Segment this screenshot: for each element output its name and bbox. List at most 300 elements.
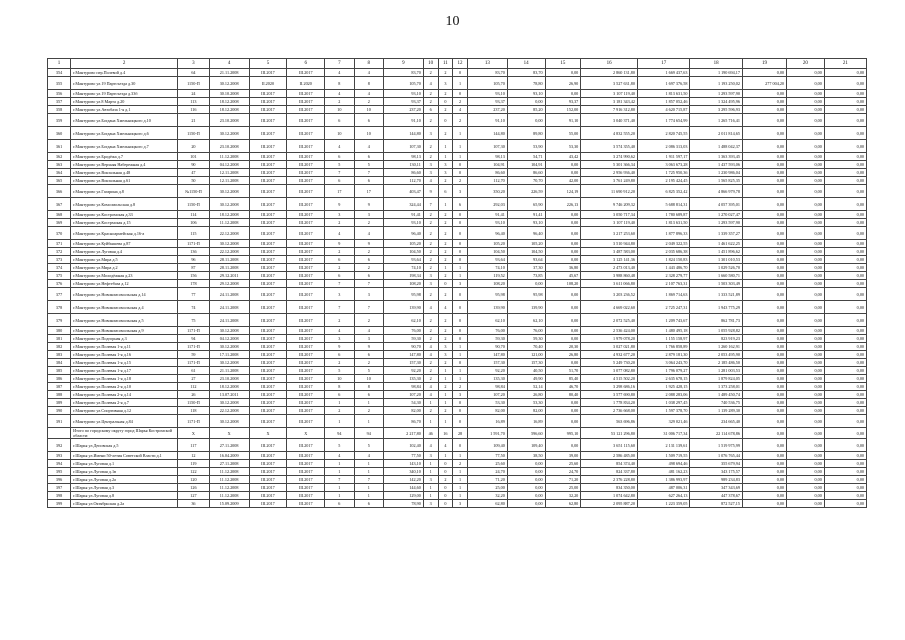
table-row <box>48 219 867 227</box>
table-cell: III.2017 <box>249 327 287 335</box>
table-cell: 5 <box>325 367 354 375</box>
table-cell: 28.11.2008 <box>209 264 249 272</box>
table-cell: 104,50 <box>383 248 423 256</box>
table-cell: 3 487 583,00 <box>581 248 638 256</box>
table-cell: 59,30 <box>383 335 423 343</box>
address-cell: г.Мантурово ул.Новокомсомольская д.5 <box>71 314 178 327</box>
table-cell: 3 027 021,80 <box>581 343 638 351</box>
table-cell: 0,00 <box>742 484 786 492</box>
table-cell: 139,90 <box>507 301 545 314</box>
table-cell: 740 536,75 <box>690 399 742 407</box>
table-cell: 356 <box>48 90 71 98</box>
table-cell: 107,20 <box>467 391 507 399</box>
header-cell: 10 <box>423 59 438 69</box>
table-cell: III.2017 <box>249 492 287 500</box>
address-cell: г.Мантурово ул.Центральная д.84 <box>71 415 178 428</box>
table-cell: 0,00 <box>545 314 581 327</box>
table-cell: 04.12.2008 <box>209 161 249 169</box>
table-cell: 83,70 <box>507 69 545 77</box>
table-cell: 0,00 <box>787 383 825 391</box>
table-cell: 1 <box>438 399 453 407</box>
table-cell: III.2017 <box>287 383 325 391</box>
table-cell: 347 343,69 <box>690 484 742 492</box>
table-cell: 2 <box>438 288 453 301</box>
table-cell: 862 781,73 <box>690 314 742 327</box>
table-cell: 22.12.2008 <box>209 407 249 415</box>
table-cell: III.2017 <box>287 153 325 161</box>
table-cell: 10 <box>354 375 383 383</box>
address-cell: г.Мантурово ул.19 Партсъезда д.30 <box>71 77 178 90</box>
table-cell: III.2017 <box>287 256 325 264</box>
table-cell: 3 <box>423 169 438 177</box>
table-cell: 53 121 296,80 <box>581 428 638 439</box>
table-row <box>48 327 867 335</box>
table-cell: 498 694,46 <box>637 460 689 468</box>
table-cell: 2 <box>438 476 453 484</box>
table-cell: 94 <box>178 335 209 343</box>
table-cell: 2 072 525,40 <box>581 314 638 327</box>
table-cell: 0,00 <box>824 127 866 140</box>
table-cell: 78,90 <box>383 500 423 508</box>
header-row <box>48 59 867 69</box>
address-cell: г.Мантурово ул.Гагарина д.8 <box>71 185 178 198</box>
table-cell: 21 <box>178 114 209 127</box>
address-cell: г.Мантурово ул.Новокомсомольская д.9 <box>71 327 178 335</box>
table-cell: 76,00 <box>467 327 507 335</box>
table-cell: 2 <box>354 248 383 256</box>
table-cell: 156 <box>178 272 209 280</box>
table-cell: 76,00 <box>383 327 423 335</box>
table-cell: 9 <box>325 198 354 211</box>
table-cell: III.2017 <box>287 399 325 407</box>
table-cell: 1 301 010,53 <box>690 256 742 264</box>
table-cell: 1 <box>423 460 438 468</box>
table-cell: 3 527 631,80 <box>581 77 638 90</box>
table-cell: 0,00 <box>742 211 786 219</box>
table-cell: 1 139 289,30 <box>690 407 742 415</box>
table-cell: 0,00 <box>824 161 866 169</box>
table-cell: 0 <box>438 492 453 500</box>
table-cell: III.2017 <box>287 240 325 248</box>
table-cell: 0,00 <box>742 476 786 484</box>
table-cell: 0,00 <box>787 211 825 219</box>
table-cell: 157,30 <box>507 359 545 367</box>
table-cell: 0,00 <box>507 280 545 288</box>
table-cell: 0 <box>453 211 468 219</box>
table-cell: 4 <box>354 140 383 153</box>
table-cell: 101 <box>178 153 209 161</box>
address-cell: г.Мантурово ул.Бродёжа д.7 <box>71 153 178 161</box>
table-cell: 0,00 <box>545 359 581 367</box>
table-cell: 3 577 690,80 <box>581 391 638 399</box>
table-cell: 2 <box>423 367 438 375</box>
table-cell: 4 <box>423 301 438 314</box>
table-cell: 18.12.2008 <box>209 98 249 106</box>
table-cell: 383 <box>48 351 71 359</box>
table-cell: 2 217,80 <box>383 428 423 439</box>
table-cell: 0,00 <box>787 359 825 367</box>
table-cell: 366 <box>48 185 71 198</box>
table-cell: 96,40 <box>467 227 507 240</box>
table-cell: 6 <box>354 177 383 185</box>
table-row <box>48 452 867 460</box>
table-cell: 86,70 <box>383 415 423 428</box>
table-cell: 1171-П <box>178 327 209 335</box>
table-cell: 399 <box>48 500 71 508</box>
table-row <box>48 69 867 77</box>
table-cell: 76,00 <box>507 327 545 335</box>
table-cell: 0,00 <box>742 248 786 256</box>
table-cell: 1 <box>354 468 383 476</box>
table-row <box>48 106 867 114</box>
table-cell: 43,42 <box>545 153 581 161</box>
table-cell: 30.12.2008 <box>209 185 249 198</box>
table-cell: 11.12.2008 <box>209 468 249 476</box>
table-cell: 0,00 <box>787 169 825 177</box>
table-cell: 3 203 236,52 <box>581 288 638 301</box>
table-cell: 0,00 <box>787 452 825 460</box>
table-cell: 104,91 <box>507 161 545 169</box>
table-cell: 7 <box>325 301 354 314</box>
table-cell: III.2017 <box>287 415 325 428</box>
table-cell: 354 <box>48 69 71 77</box>
table-cell: 8 <box>325 77 354 90</box>
table-cell: 77 <box>178 288 209 301</box>
table-cell: 16,89 <box>507 415 545 428</box>
table-cell: 1150-П <box>178 127 209 140</box>
table-cell: 93,64 <box>383 256 423 264</box>
table-cell: 12.11.2008 <box>209 177 249 185</box>
table-cell: 1 <box>325 484 354 492</box>
table-cell: 1 <box>438 198 453 211</box>
table-cell: 96,40 <box>383 227 423 240</box>
table-cell: 2 <box>423 359 438 367</box>
table-cell: 1 877 896,33 <box>637 227 689 240</box>
table-cell: 4 <box>325 140 354 153</box>
table-cell: 55,00 <box>545 127 581 140</box>
table-cell: 0,00 <box>545 415 581 428</box>
table-cell: 6 <box>354 272 383 280</box>
table-cell: 2 <box>423 140 438 153</box>
table-cell: 3 274 990,62 <box>581 153 638 161</box>
table-cell: 1 943 775,29 <box>690 301 742 314</box>
table-cell: 0 <box>453 90 468 98</box>
table-cell: 0,00 <box>787 177 825 185</box>
table-cell: 4 057 395,01 <box>690 198 742 211</box>
table-cell: 2 <box>354 359 383 367</box>
table-cell: 42,00 <box>545 177 581 185</box>
table-cell: 116 <box>178 106 209 114</box>
table-cell: III.2017 <box>287 351 325 359</box>
address-cell: г.Мантурово ул.Полевая 1-я д.18 <box>71 375 178 383</box>
table-cell: 989 234,83 <box>690 476 742 484</box>
table-cell: 29.12.2011 <box>209 272 249 280</box>
header-cell: 15 <box>545 59 581 69</box>
table-cell: III.2017 <box>287 476 325 484</box>
table-cell: 46,70 <box>545 383 581 391</box>
table-cell: 0,00 <box>824 288 866 301</box>
table-cell: 2 <box>354 219 383 227</box>
table-cell: 403,47 <box>383 185 423 198</box>
table-cell: 22 114 678,86 <box>690 428 742 439</box>
table-cell: 393 <box>48 452 71 460</box>
table-cell: 0 <box>453 161 468 169</box>
address-cell: г.Мантурово ул.Полевая 2-я д.10 <box>71 383 178 391</box>
table-row <box>48 383 867 391</box>
table-cell: 389 <box>48 399 71 407</box>
table-cell: III.2017 <box>287 264 325 272</box>
table-row <box>48 500 867 508</box>
table-cell: 1 029 526,70 <box>690 264 742 272</box>
table-cell: 3 <box>438 77 453 90</box>
table-cell: 5 <box>325 161 354 169</box>
table-cell: III.2017 <box>287 106 325 114</box>
header-cell: 19 <box>742 59 786 69</box>
table-cell: III.2017 <box>287 127 325 140</box>
header-cell: 9 <box>383 59 423 69</box>
header-cell: 5 <box>249 59 287 69</box>
table-cell: 1 <box>354 399 383 407</box>
table-cell: 1 669 437,63 <box>637 69 689 77</box>
table-cell: 23.10.2008 <box>209 375 249 383</box>
table-row <box>48 351 867 359</box>
table-cell: 0,00 <box>742 288 786 301</box>
table-cell: 0,00 <box>824 327 866 335</box>
table-cell: 0,00 <box>824 114 866 127</box>
table-cell: 0 <box>453 314 468 327</box>
table-cell: 6 <box>423 106 438 114</box>
table-cell: 6 <box>354 256 383 264</box>
table-cell: 0,00 <box>742 415 786 428</box>
table-cell: 7 916 312,80 <box>581 106 638 114</box>
table-cell: 1 503 303,49 <box>690 280 742 288</box>
header-cell: 11 <box>438 59 453 69</box>
table-cell: 198,34 <box>383 272 423 280</box>
table-cell: 367 <box>48 198 71 211</box>
table-cell: III.2017 <box>287 460 325 468</box>
table-cell: 0,00 <box>742 314 786 327</box>
address-cell: г.Шарья ул.Луговая д.2а <box>71 476 178 484</box>
table-cell: 0,00 <box>545 169 581 177</box>
table-cell: 364 <box>48 169 71 177</box>
table-cell: III.2017 <box>249 391 287 399</box>
table-cell: 105,70 <box>383 77 423 90</box>
table-cell: 381 <box>48 335 71 343</box>
table-cell: 0,00 <box>824 452 866 460</box>
table-cell: 237,20 <box>383 106 423 114</box>
table-cell: 1 363 393,45 <box>690 153 742 161</box>
table-cell: 563 696,86 <box>581 415 638 428</box>
table-cell: 2 376 228,80 <box>581 476 638 484</box>
table-cell: 0,00 <box>742 127 786 140</box>
table-cell: III.2017 <box>249 460 287 468</box>
table-cell: 4 <box>354 90 383 98</box>
table-cell: 0,00 <box>787 248 825 256</box>
table-cell: 27.11.2008 <box>209 439 249 452</box>
table-cell: 2 635 678,15 <box>637 375 689 383</box>
table-cell: 82,00 <box>467 407 507 415</box>
table-cell: 70,40 <box>507 343 545 351</box>
table-row <box>48 468 867 476</box>
table-cell: 1 <box>453 343 468 351</box>
table-cell: 0 <box>453 69 468 77</box>
table-cell: 1 <box>438 391 453 399</box>
table-row <box>48 211 867 219</box>
table-cell: 3 217 253,60 <box>581 227 638 240</box>
table-cell: 0,00 <box>787 198 825 211</box>
table-cell: 824 337,80 <box>581 468 638 476</box>
header-cell: 6 <box>287 59 325 69</box>
table-cell: 106 <box>178 219 209 227</box>
table-cell: 95,98 <box>507 288 545 301</box>
table-cell: 1 <box>453 476 468 484</box>
address-cell: г.Мантурово ул.Подгорная д.3 <box>71 335 178 343</box>
table-cell: 0,00 <box>787 500 825 508</box>
table-cell: 0 <box>453 227 468 240</box>
table-cell: 3 <box>423 272 438 280</box>
table-cell: 108,20 <box>383 280 423 288</box>
table-cell: 1 190 694,17 <box>690 69 742 77</box>
table-cell: 329 021,46 <box>637 415 689 428</box>
table-cell: 0,00 <box>824 140 866 153</box>
address-cell: г.Мантурово ул.Вокзальная д.61 <box>71 177 178 185</box>
table-cell: III.2017 <box>249 211 287 219</box>
table-cell: 95,98 <box>467 288 507 301</box>
table-cell: III.2017 <box>287 211 325 219</box>
table-cell: 0,00 <box>824 169 866 177</box>
table-cell: 324,44 <box>383 198 423 211</box>
table-cell: 12.11.2008 <box>209 169 249 177</box>
table-cell: 22.12.2008 <box>209 227 249 240</box>
table-cell: 0 <box>453 219 468 227</box>
table-cell: 24,70 <box>545 468 581 476</box>
table-cell: 2 <box>354 98 383 106</box>
table-cell: 823 919,23 <box>690 335 742 343</box>
table-row <box>48 177 867 185</box>
table-cell: 4 515 502,20 <box>581 375 638 383</box>
table-cell: 0,00 <box>824 240 866 248</box>
table-cell: 4 669 022,60 <box>581 301 638 314</box>
table-cell: 2 <box>423 288 438 301</box>
address-cell: г.Шарья ул.Луговая д.1в <box>71 468 178 476</box>
table-cell: 0,00 <box>824 198 866 211</box>
table-cell: 62,10 <box>507 314 545 327</box>
table-cell: 18.12.2008 <box>209 383 249 391</box>
table-cell: III.2017 <box>287 468 325 476</box>
table-cell: 0,00 <box>742 468 786 476</box>
table-cell: 104,50 <box>467 248 507 256</box>
table-cell: 0,00 <box>545 288 581 301</box>
table-cell: 0,00 <box>545 227 581 240</box>
table-cell: 112,70 <box>467 177 507 185</box>
table-cell: 0,00 <box>507 98 545 106</box>
table-cell: 36,80 <box>545 264 581 272</box>
table-cell: 26,80 <box>507 391 545 399</box>
table-cell: 0,00 <box>787 127 825 140</box>
table-cell: III.2017 <box>287 301 325 314</box>
table-cell: 363 <box>48 161 71 169</box>
table-cell: 0,00 <box>824 153 866 161</box>
table-cell: 1 480 495,18 <box>637 327 689 335</box>
table-cell: 102,40 <box>383 439 423 452</box>
table-cell: 113 <box>178 98 209 106</box>
table-cell: 237,20 <box>467 106 507 114</box>
table-cell: 124,19 <box>545 185 581 198</box>
table-cell: 6 <box>325 256 354 264</box>
table-cell: III.2017 <box>287 391 325 399</box>
header-cell: 14 <box>507 59 545 69</box>
table-cell: 9 <box>354 240 383 248</box>
table-cell: 82,00 <box>383 407 423 415</box>
table-cell: 93,10 <box>467 219 507 227</box>
table-cell: 2 <box>438 327 453 335</box>
table-cell: 89,80 <box>507 127 545 140</box>
table-cell: 1 <box>354 484 383 492</box>
table-cell: 5 <box>354 367 383 375</box>
table-cell: 2 107 763,31 <box>637 280 689 288</box>
table-cell: 2 <box>438 69 453 77</box>
table-cell: 20,30 <box>545 343 581 351</box>
table-cell: III.2017 <box>249 476 287 484</box>
table-cell: 53,30 <box>545 140 581 153</box>
table-cell: 32,20 <box>545 492 581 500</box>
table-cell: 92,20 <box>467 367 507 375</box>
table-cell: 3 988 860,48 <box>581 272 638 280</box>
table-cell: 1 <box>354 492 383 500</box>
table-cell: 5 <box>325 439 354 452</box>
table-cell: 117 <box>178 439 209 452</box>
table-cell: III.2017 <box>249 415 287 428</box>
table-cell: 1 209 743,67 <box>637 314 689 327</box>
table-cell: 0,00 <box>742 383 786 391</box>
table-cell: 9 <box>423 185 438 198</box>
table-cell: III.2017 <box>249 351 287 359</box>
table-cell: III.2017 <box>287 452 325 460</box>
address-cell: г.Шарья ул.Октябрьская д.2а <box>71 500 178 508</box>
table-cell: 397 <box>48 484 71 492</box>
table-row <box>48 415 867 428</box>
table-cell: 1 519 975,99 <box>690 439 742 452</box>
table-cell: 2 095 887,20 <box>581 500 638 508</box>
table-cell: 1 <box>354 415 383 428</box>
table-cell: 0,00 <box>787 98 825 106</box>
table-cell: 1 <box>423 399 438 407</box>
table-cell: 74,10 <box>467 264 507 272</box>
table-cell: 4 <box>438 439 453 452</box>
table-cell: 481 162,23 <box>637 468 689 476</box>
table-cell: 0,00 <box>545 301 581 314</box>
table-cell: 37,30 <box>507 264 545 272</box>
address-cell: г.Мантурово ул.Нефтебаза д.12 <box>71 280 178 288</box>
table-cell: 374 <box>48 264 71 272</box>
housing-register-table <box>47 58 867 508</box>
table-cell: 1 925 428,15 <box>637 383 689 391</box>
table-cell: 129,00 <box>383 492 423 500</box>
table-cell: III.2017 <box>287 98 325 106</box>
table-cell: 7 <box>325 476 354 484</box>
table-cell: 78,80 <box>507 77 545 90</box>
table-cell: №1150-П <box>178 185 209 198</box>
table-cell: 98,13 <box>383 153 423 161</box>
table-cell: 1171-П <box>178 415 209 428</box>
table-cell: 0,00 <box>824 500 866 508</box>
table-cell: 5 <box>354 439 383 452</box>
table-cell: 2 <box>438 227 453 240</box>
address-cell: г.Мантурово ул.Верхняя Набережная д.4 <box>71 161 178 169</box>
table-cell: 398 <box>48 492 71 500</box>
table-cell: 0 <box>438 468 453 476</box>
table-cell: 1 824 150,83 <box>637 256 689 264</box>
